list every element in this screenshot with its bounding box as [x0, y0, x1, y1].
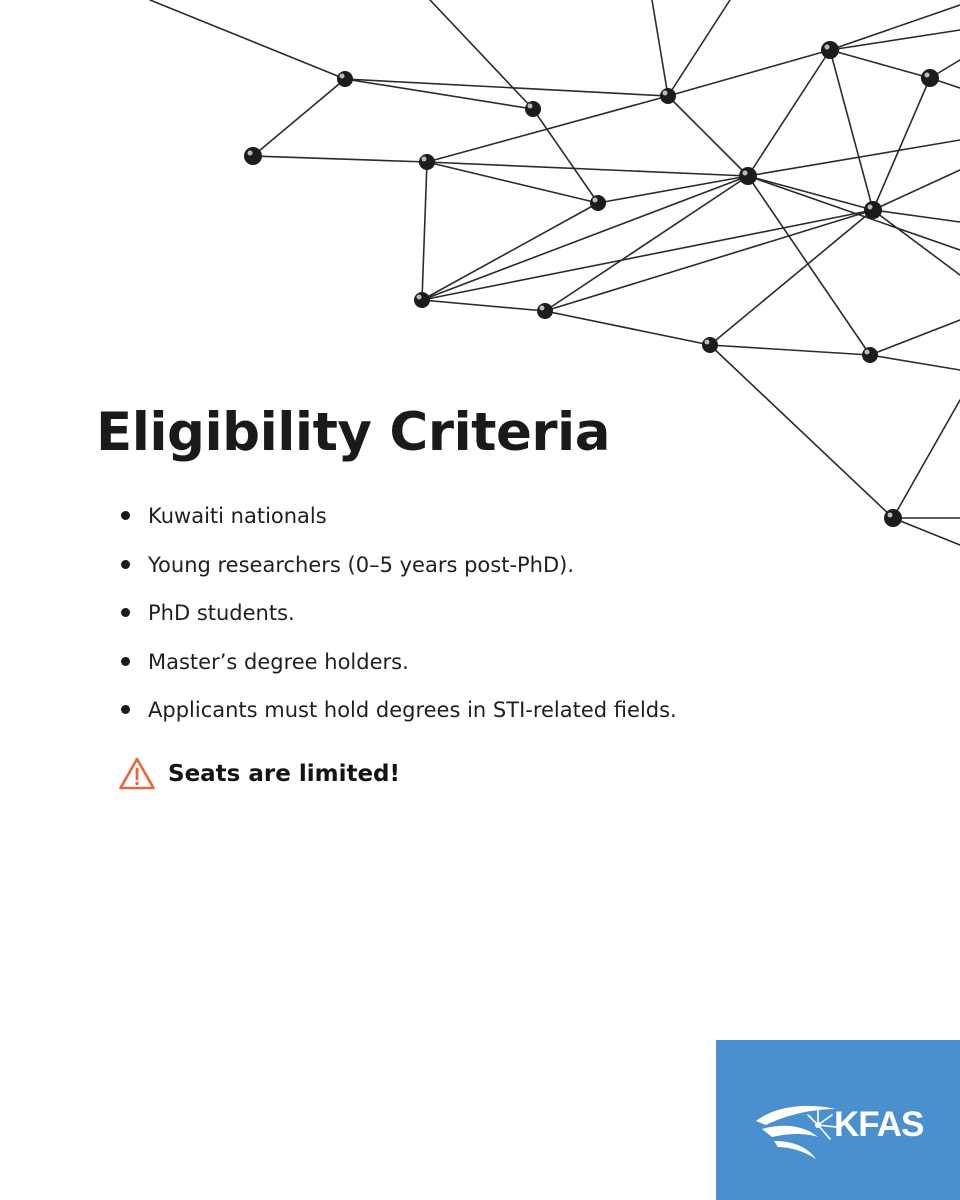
list-item-text: PhD students. [148, 601, 295, 625]
bullet-icon [121, 657, 130, 666]
list-item-text: Young researchers (0–5 years post-PhD). [148, 552, 575, 577]
seats-notice [118, 752, 400, 796]
list-item [118, 642, 677, 691]
notice-text: Seats are limited! [168, 761, 401, 787]
criteria-list [118, 496, 677, 739]
list-item-text: Kuwaiti nationals [148, 504, 327, 528]
list-item-text: Applicants must hold degrees in STI-related fields. [148, 698, 677, 722]
list-item [118, 593, 677, 642]
list-item [118, 496, 677, 545]
bullet-icon [121, 608, 130, 617]
brand-logo-box [716, 1040, 960, 1200]
list-item [118, 545, 677, 594]
bullet-icon [121, 560, 130, 569]
list-item [118, 690, 677, 739]
warning-triangle-icon [118, 756, 156, 792]
bullet-icon [121, 511, 130, 520]
bullet-icon [121, 705, 130, 714]
kfas-logo-icon [752, 1085, 842, 1165]
page-title: Eligibility Criteria [96, 402, 610, 463]
list-item-text: Master’s degree holders. [148, 649, 409, 674]
brand-name: KFAS [834, 1105, 924, 1144]
